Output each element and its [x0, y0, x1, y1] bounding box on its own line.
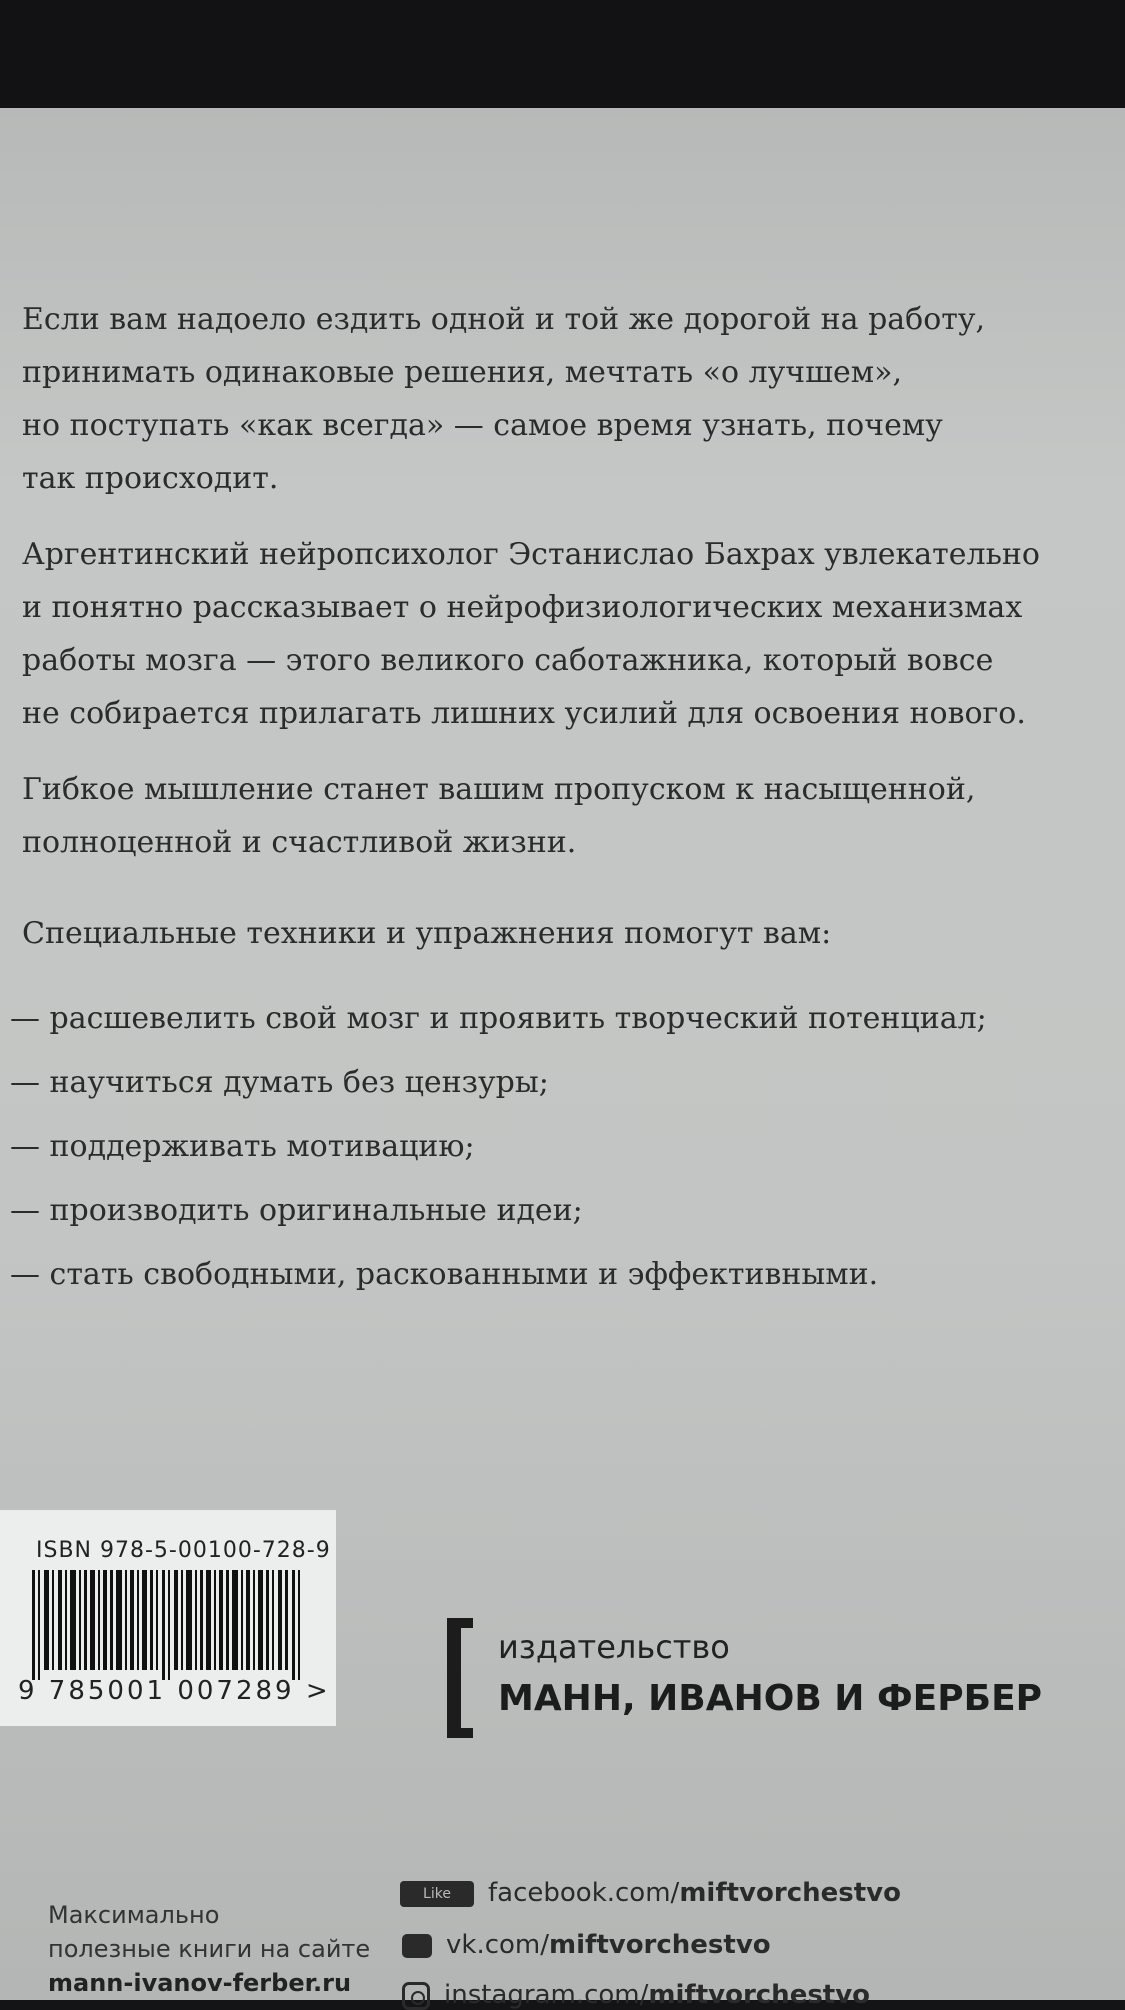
- description-paragraph-2: [22, 528, 1040, 740]
- barcode-icon: [32, 1570, 322, 1680]
- text-line: Гибкое мышление станет вашим пропуском к насыщенной,: [22, 772, 976, 807]
- social-vk[interactable]: [402, 1930, 771, 1960]
- text-line: и понятно рассказывает о нейрофизиологических механизмах: [22, 590, 1023, 625]
- social-handle: miftvorchestvo: [679, 1878, 901, 1908]
- list-item: — поддерживать мотивацию;: [10, 1129, 475, 1164]
- text-line: но поступать «как всегда» — самое время узнать, почему: [22, 408, 943, 443]
- text-line: полноценной и счастливой жизни.: [22, 825, 577, 860]
- social-domain: instagram.com/: [444, 1980, 649, 2010]
- social-instagram[interactable]: [402, 1980, 870, 2010]
- website-text-line: полезные книги на сайте: [48, 1935, 371, 1963]
- book-back-cover: [0, 108, 1125, 2010]
- isbn-number: ISBN 978-5-00100-728-9: [36, 1538, 331, 1563]
- description-paragraph-3: [22, 763, 1022, 869]
- instagram-icon: [402, 1982, 430, 2010]
- text-line: не собирается прилагать лишних усилий для освоения нового.: [22, 696, 1026, 731]
- techniques-intro: Специальные техники и упражнения помогут вам:: [22, 916, 832, 951]
- like-badge-label: Like: [423, 1885, 451, 1902]
- description-paragraph-1: [22, 293, 1022, 505]
- social-facebook[interactable]: [402, 1878, 901, 1908]
- techniques-list: [10, 1001, 987, 1321]
- list-item: — производить оригинальные идеи;: [10, 1193, 583, 1228]
- barcode-digits: 9 785001 007289 >: [18, 1676, 331, 1706]
- text-line: принимать одинаковые решения, мечтать «о лучшем»,: [22, 355, 902, 390]
- facebook-like-icon: [400, 1881, 474, 1907]
- list-item: — научиться думать без цензуры;: [10, 1065, 549, 1100]
- social-handle: miftvorchestvo: [549, 1930, 771, 1960]
- social-domain: vk.com/: [446, 1930, 549, 1960]
- text-line: работы мозга — этого великого саботажника, который вовсе: [22, 643, 994, 678]
- social-handle: miftvorchestvo: [648, 1980, 871, 2010]
- text-line: так происходит.: [22, 461, 279, 496]
- website-link[interactable]: mann-ivanov-ferber.ru: [48, 1969, 352, 1997]
- vk-icon: [402, 1934, 432, 1958]
- website-text-line: Максимально: [48, 1901, 220, 1929]
- publisher-label: издательство: [498, 1628, 730, 1666]
- publisher-bracket-icon: [447, 1618, 461, 1738]
- background-dark-strip: [0, 0, 1125, 112]
- text-line: Аргентинский нейропсихолог Эстанислао Бахрах увлекательно: [22, 537, 1040, 572]
- list-item: — расшевелить свой мозг и проявить творческий потенциал;: [10, 1001, 987, 1036]
- list-item: — стать свободными, раскованными и эффективными.: [10, 1257, 879, 1292]
- website-info: [48, 1898, 370, 2000]
- publisher-name: МАНН, ИВАНОВ И ФЕРБЕР: [498, 1678, 1043, 1719]
- text-line: Если вам надоело ездить одной и той же дорогой на работу,: [22, 302, 986, 337]
- social-domain: facebook.com/: [488, 1878, 680, 1908]
